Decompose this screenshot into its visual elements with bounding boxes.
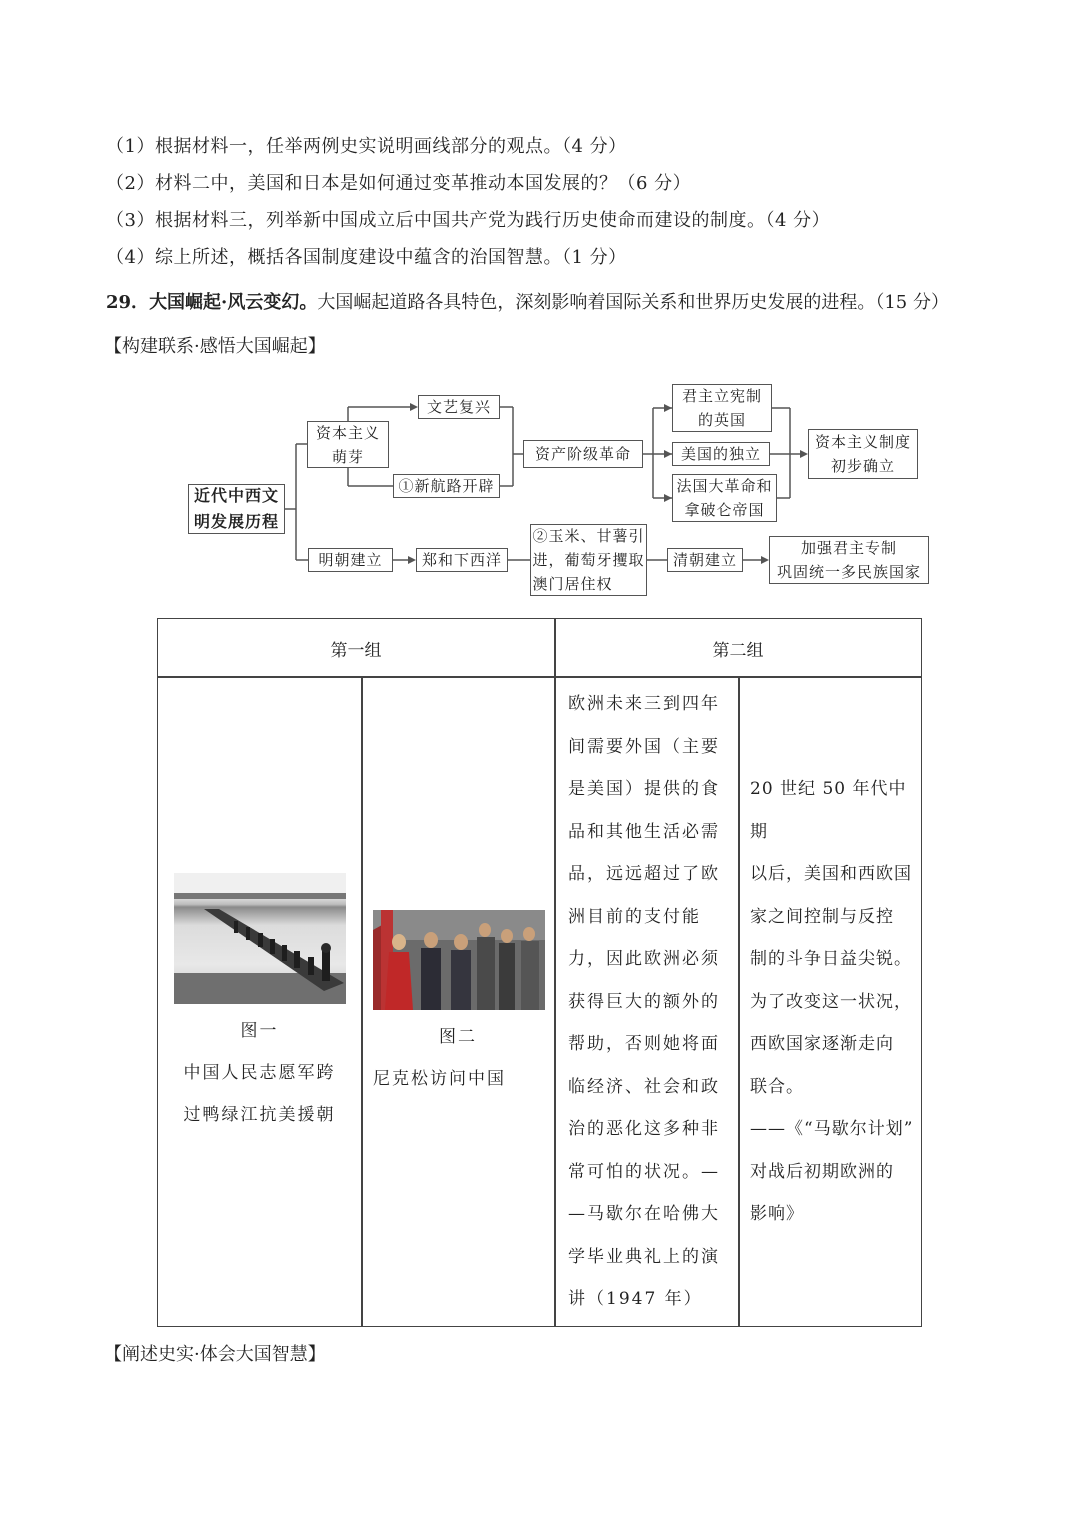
- diagram-usa: 美国的独立: [672, 442, 770, 466]
- section-heading-elaborate: 【阐述史实·体会大国智慧】: [104, 1344, 326, 1365]
- capitalist-line-2: 初步确立: [830, 457, 895, 475]
- marshall-speech-quote: [568, 683, 720, 1321]
- question-29-number: 29．: [106, 292, 150, 313]
- quote2-line: 家之间控制与反控: [750, 906, 894, 927]
- root-line-2: 明发展历程: [193, 512, 279, 531]
- marshall-plan-impact-text: [750, 768, 921, 1236]
- britain-line-1: 君主立宪制: [681, 387, 762, 405]
- france-line-2: 拿破仑帝国: [684, 501, 765, 519]
- nixon-visit-photo: [373, 910, 545, 1010]
- question-4: （4）综上所述，概括各国制度建设中蕴含的治国智慧。（1 分）: [106, 247, 627, 268]
- quote1-line: 临经济、社会和政: [568, 1076, 720, 1097]
- quote2-line: 20 世纪 50 年代中期: [750, 779, 907, 842]
- quote2-line: ——《“马歇尔计划”: [750, 1119, 914, 1139]
- comparison-table: [157, 618, 922, 1327]
- autocracy-line-1: 加强君主专制: [800, 539, 897, 557]
- france-line-1: 法国大革命和: [676, 477, 773, 495]
- nixon-visit-illustration: [373, 910, 545, 1010]
- diagram-crops: [530, 524, 647, 596]
- quote1-line: 欧洲未来三到四年: [568, 694, 720, 714]
- capitalist-line-1: 资本主义制度: [814, 433, 911, 451]
- quote1-line: 品和其他生活必需: [568, 821, 720, 842]
- section-heading-build: 【构建联系·感悟大国崛起】: [104, 336, 326, 357]
- diagram-capitalism-sprouts: [307, 421, 389, 468]
- table-col-divider-2: [738, 676, 740, 1326]
- quote2-line: 对战后初期欧洲的: [750, 1161, 894, 1182]
- root-line-1: 近代中西文: [193, 486, 279, 505]
- quote1-line: 是美国）提供的食: [568, 779, 720, 799]
- capitalism-line-1: 资本主义: [315, 423, 380, 442]
- crops-line-3: 澳门居住权: [532, 575, 613, 593]
- quote2-line: 影响》: [750, 1204, 804, 1224]
- britain-line-2: 的英国: [697, 411, 746, 429]
- flow-diagram: [180, 376, 940, 608]
- quote1-line: 讲（1947 年）: [568, 1289, 703, 1309]
- quote2-line: 西欧国家逐渐走向: [750, 1034, 894, 1054]
- diagram-capitalist-system: [808, 429, 918, 479]
- quote1-line: 品，远远超过了欧: [568, 864, 720, 884]
- volunteer-army-illustration: [174, 873, 346, 1004]
- question-29: [106, 288, 949, 314]
- question-3: （3）根据材料三，列举新中国成立后中国共产党为践行历史使命而建设的制度。（4 分）: [106, 210, 831, 231]
- fig2-caption: 尼克松访问中国: [373, 1069, 506, 1089]
- fig1-caption-line-2: 过鸭绿江抗美援朝: [183, 1105, 336, 1125]
- group1-header: 第一组: [330, 640, 382, 661]
- diagram-new-route: ①新航路开辟: [393, 474, 500, 498]
- quote2-line: 为了改变这一状况，: [750, 991, 912, 1012]
- diagram-renaissance: 文艺复兴: [418, 395, 500, 419]
- table-col-divider-1: [361, 676, 363, 1326]
- diagram-root: [188, 484, 285, 534]
- quote1-line: 间需要外国（主要: [568, 736, 720, 757]
- diagram-france: [672, 474, 777, 522]
- quote1-line: 获得巨大的额外的: [568, 991, 720, 1012]
- fig1-caption-line-1: 中国人民志愿军跨: [183, 1063, 336, 1083]
- quote1-line: 力，因此欧洲必须: [568, 949, 720, 969]
- fig2-label: 图二: [439, 1027, 477, 1047]
- diagram-zhenghe: 郑和下西洋: [416, 548, 508, 572]
- diagram-ming: 明朝建立: [308, 548, 393, 572]
- quote1-line: 学毕业典礼上的演: [568, 1246, 720, 1267]
- diagram-britain: [672, 384, 772, 432]
- group2-header: 第二组: [712, 640, 764, 661]
- question-29-title: 大国崛起·风云变幻。: [149, 292, 318, 313]
- question-2: （2）材料二中，美国和日本是如何通过变革推动本国发展的？（6 分）: [106, 173, 692, 194]
- table-group-divider: [554, 619, 556, 1326]
- crops-line-2: 进，葡萄牙攫取: [532, 551, 645, 569]
- question-1: （1）根据材料一，任举两例史实说明画线部分的观点。（4 分）: [106, 136, 627, 157]
- quote2-line: 制的斗争日益尖锐。: [750, 949, 912, 969]
- quote1-line: 帮助，否则她将面: [568, 1034, 720, 1054]
- autocracy-line-2: 巩固统一多民族国家: [776, 563, 921, 581]
- diagram-autocracy: [769, 536, 929, 584]
- quote2-line: 以后，美国和西欧国: [750, 864, 912, 884]
- quote1-line: 洲目前的支付能: [568, 906, 701, 927]
- quote1-line: 常可怕的状况。—: [568, 1161, 720, 1182]
- diagram-qing: 清朝建立: [667, 548, 743, 572]
- question-29-text: 大国崛起道路各具特色，深刻影响着国际关系和世界历史发展的进程。（15 分）: [317, 292, 949, 313]
- capitalism-line-2: 萌芽: [331, 447, 364, 466]
- fig1-label: 图一: [240, 1021, 279, 1041]
- quote1-line: 治的恶化这多种非: [568, 1119, 720, 1139]
- quote1-line: —马歇尔在哈佛大: [568, 1204, 720, 1224]
- volunteer-army-photo: [174, 873, 346, 1004]
- quote2-line: 联合。: [750, 1076, 804, 1097]
- diagram-bourgeois-revolution: 资产阶级革命: [523, 440, 643, 468]
- crops-line-1: ②玉米、甘薯引: [532, 527, 645, 545]
